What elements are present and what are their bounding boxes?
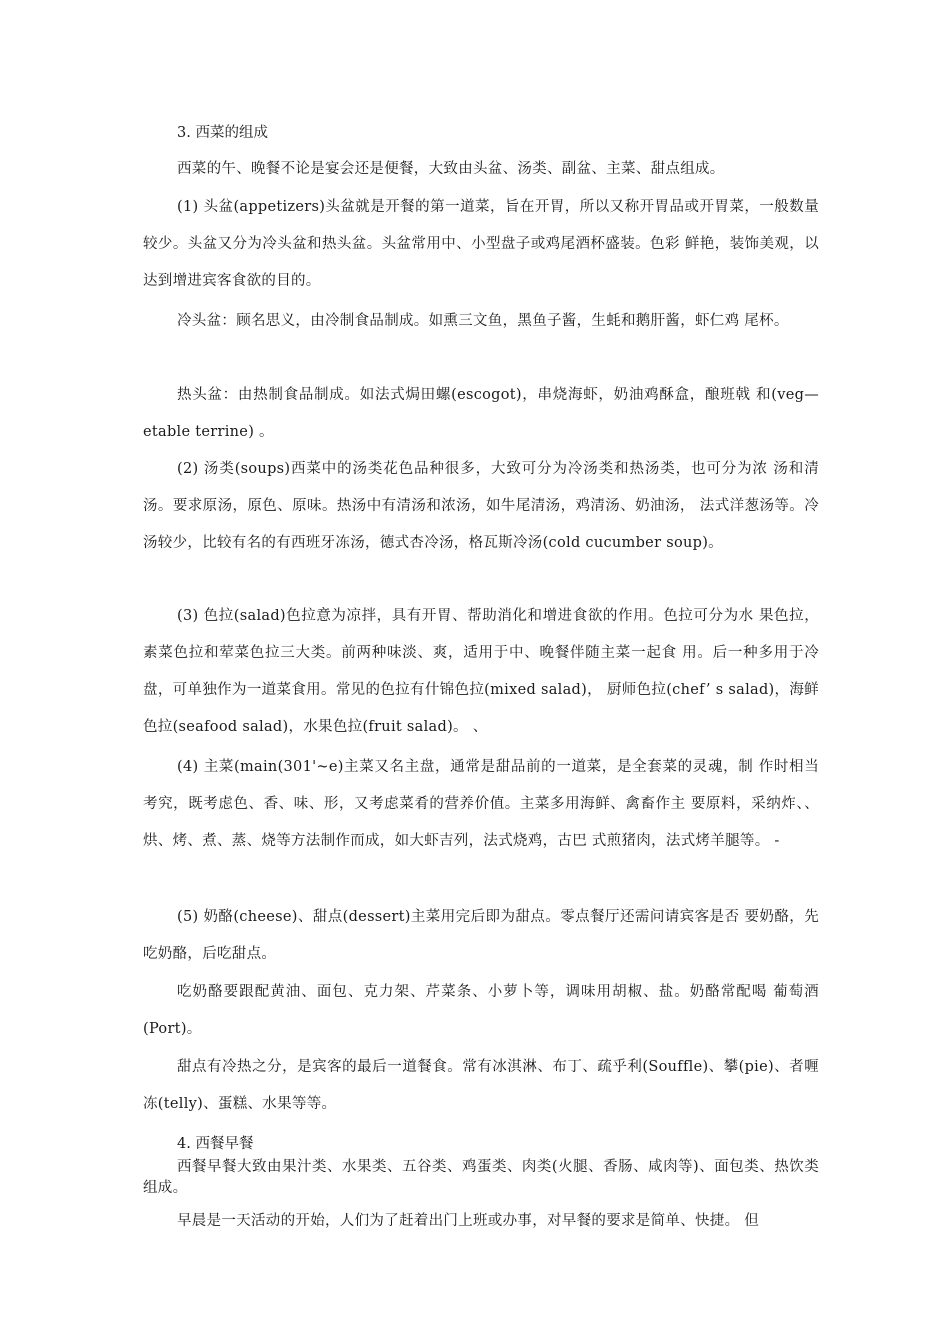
section-heading-3: 3. 西菜的组成 (177, 125, 268, 141)
section-heading-4: 4. 西餐早餐 (177, 1136, 254, 1152)
paragraph-intro: 西菜的午、晚餐不论是宴会还是便餐，大致由头盆、汤类、副盆、主菜、甜点组成。 (177, 161, 725, 177)
paragraph-appetizer: (1) 头盆(appetizers)头盆就是开餐的第一道菜，旨在开胃，所以又称开胃品或开胃菜，一般数量较少。头盆又分为冷头盆和热头盆。头盆常用中、小型盘子或鸡尾酒杯盛装。色彩 鲜艳，装饰美观，以达到增进宾客食欲的目的。 (143, 199, 819, 289)
paragraph-breakfast: 西餐早餐大致由果汁类、水果类、五谷类、鸡蛋类、肉类(火腿、香肠、咸肉等)、面包类、热饮类组成。 (143, 1159, 819, 1196)
paragraph-morning: 早晨是一天活动的开始，人们为了赶着出门上班或办事，对早餐的要求是简单、快捷。 但 (177, 1213, 760, 1229)
paragraph-salad: (3) 色拉(salad)色拉意为凉拌，具有开胃、帮助消化和增进食欲的作用。色拉可分为水 果色拉，素菜色拉和荤菜色拉三大类。前两种味淡、爽，适用于中、晚餐伴随主菜一起食 用。后一种多用于冷盘，可单独作为一道菜食用。常见的色拉有什锦色拉(mixed salad)， 厨师色拉(chef’ s salad)，海鲜色拉(seafood salad)，水果色拉(fruit salad)。 、 (143, 608, 819, 735)
paragraph-soup: (2) 汤类(soups)西菜中的汤类花色品种很多，大致可分为冷汤类和热汤类，也可分为浓 汤和清汤。要求原汤，原色、原味。热汤中有清汤和浓汤，如牛尾清汤，鸡清汤、奶油汤， 法式洋葱汤等。冷汤较少，比较有名的有西班牙冻汤，德式杏冷汤，格瓦斯冷汤(cold cucumber soup)。 (143, 461, 819, 551)
paragraph-cheese-pairing: 吃奶酪要跟配黄油、面包、克力架、芹菜条、小萝卜等，调味用胡椒、盐。奶酪常配喝 葡萄酒(Port)。 (143, 984, 819, 1037)
paragraph-cheese-dessert: (5) 奶酪(cheese)、甜点(dessert)主菜用完后即为甜点。零点餐厅还需问请宾客是否 要奶酪，先吃奶酪，后吃甜点。 (143, 909, 819, 962)
paragraph-main-course: (4) 主菜(main(301'~e)主菜又名主盘，通常是甜品前的一道菜，是全套菜的灵魂，制 作时相当考究，既考虑色、香、味、形，又考虑菜肴的营养价值。主菜多用海鲜、禽畜作主 要原料，采纳炸、、烘、烤、煮、蒸、烧等方法制作而成，如大虾吉列，法式烧鸡，古巴 式煎猪肉，法式烤羊腿等。 - (143, 759, 819, 849)
paragraph-hot-appetizer: 热头盆：由热制食品制成。如法式焗田螺(escogot)，串烧海虾，奶油鸡酥盒，酿班戟 和(veg— etable terrine) 。 (143, 387, 819, 440)
paragraph-cold-appetizer: 冷头盆：顾名思义，由冷制食品制成。如熏三文鱼，黑鱼子酱，生蚝和鹅肝酱，虾仁鸡 尾杯。 (177, 313, 789, 329)
paragraph-dessert: 甜点有冷热之分，是宾客的最后一道餐食。常有冰淇淋、布丁、疏乎利(Souffle)、攀(pie)、者喱冻(telly)、蛋糕、水果等等。 (143, 1059, 819, 1112)
